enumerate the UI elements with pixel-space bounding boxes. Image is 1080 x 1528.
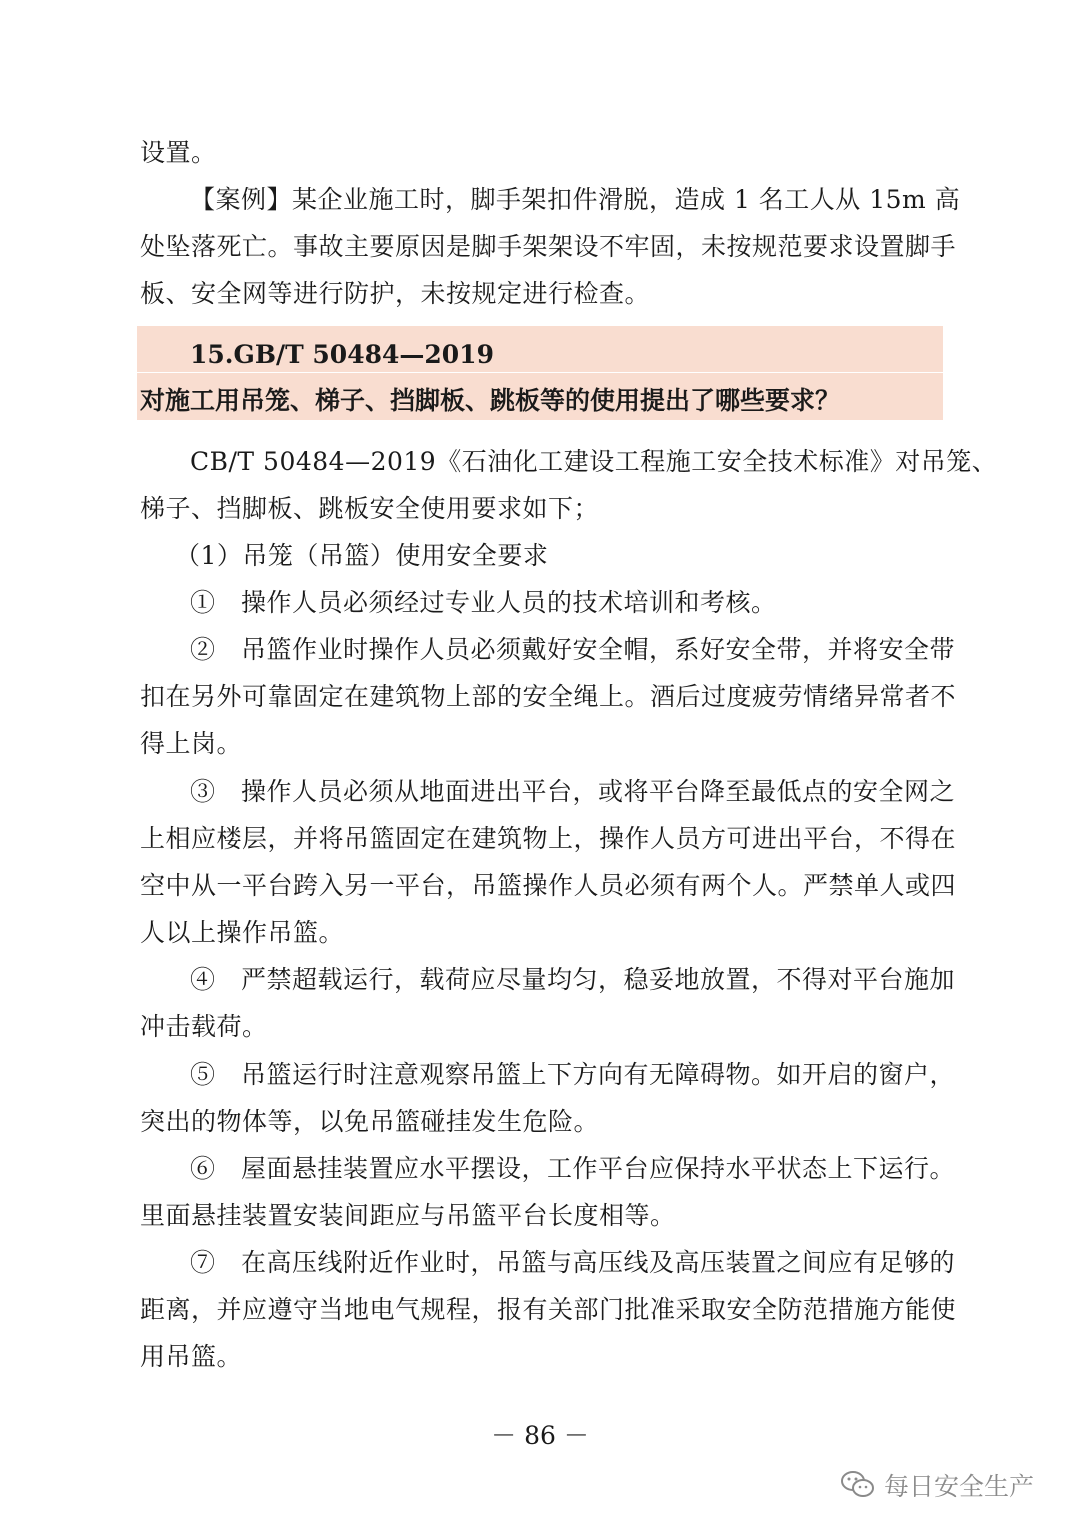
answer-item: ① 操作人员必须经过专业人员的技术培训和考核。 (190, 588, 777, 617)
body-line: 处坠落死亡。事故主要原因是脚手架架设不牢固，未按规范要求设置脚手 (140, 232, 957, 261)
answer-item: ④ 严禁超载运行，载荷应尽量均匀，稳妥地放置，不得对平台施加 (190, 965, 956, 994)
answer-item: ③ 操作人员必须从地面进出平台，或将平台降至最低点的安全网之 (190, 777, 956, 806)
answer-item: ⑤ 吊篮运行时注意观察吊篮上下方向有无障碍物。如开启的窗户， (190, 1060, 956, 1089)
body-line: 板、安全网等进行防护，未按规定进行检查。 (140, 279, 651, 308)
body-line: 【案例】某企业施工时，脚手架扣件滑脱，造成 1 名工人从 15m 高 (190, 185, 961, 214)
answer-line: 得上岗。 (140, 729, 243, 758)
question-title: 对施工用吊笼、梯子、挡脚板、跳板等的使用提出了哪些要求？ (140, 386, 841, 415)
answer-item: ② 吊篮作业时操作人员必须戴好安全帽，系好安全带，并将安全带 (190, 635, 956, 664)
answer-subheading: （1）吊笼（吊篮）使用安全要求 (175, 541, 549, 570)
answer-line: 人以上操作吊篮。 (140, 918, 345, 947)
answer-line: 冲击载荷。 (140, 1012, 268, 1041)
answer-line: 用吊篮。 (140, 1342, 243, 1371)
answer-line: 距离，并应遵守当地电气规程，报有关部门批准采取安全防范措施方能使 (140, 1295, 957, 1324)
answer-line: 空中从一平台跨入另一平台，吊篮操作人员必须有两个人。严禁单人或四 (140, 871, 957, 900)
body-line: 设置。 (140, 138, 217, 167)
answer-line: CB/T 50484—2019《石油化工建设工程施工安全技术标准》对吊笼、 (190, 447, 998, 476)
answer-line: 里面悬挂装置安装间距应与吊篮平台长度相等。 (140, 1201, 676, 1230)
answer-line: 上相应楼层，并将吊篮固定在建筑物上，操作人员方可进出平台，不得在 (140, 824, 957, 853)
wechat-icon (840, 1469, 876, 1501)
answer-line: 梯子、挡脚板、跳板安全使用要求如下； (140, 494, 600, 523)
answer-line: 突出的物体等，以免吊篮碰挂发生危险。 (140, 1107, 600, 1136)
answer-item: ⑥ 屋面悬挂装置应水平摆设，工作平台应保持水平状态上下运行。 (190, 1154, 956, 1183)
answer-item: ⑦ 在高压线附近作业时，吊篮与高压线及高压装置之间应有足够的 (190, 1248, 956, 1277)
watermark-text: 每日安全生产 (884, 1472, 1035, 1501)
page-number: － 86 － (491, 1421, 589, 1450)
watermark (840, 1465, 1034, 1505)
answer-line: 扣在另外可靠固定在建筑物上部的安全绳上。酒后过度疲劳情绪异常者不 (140, 682, 957, 711)
question-number: 15.GB/T 50484—2019 (190, 340, 494, 369)
